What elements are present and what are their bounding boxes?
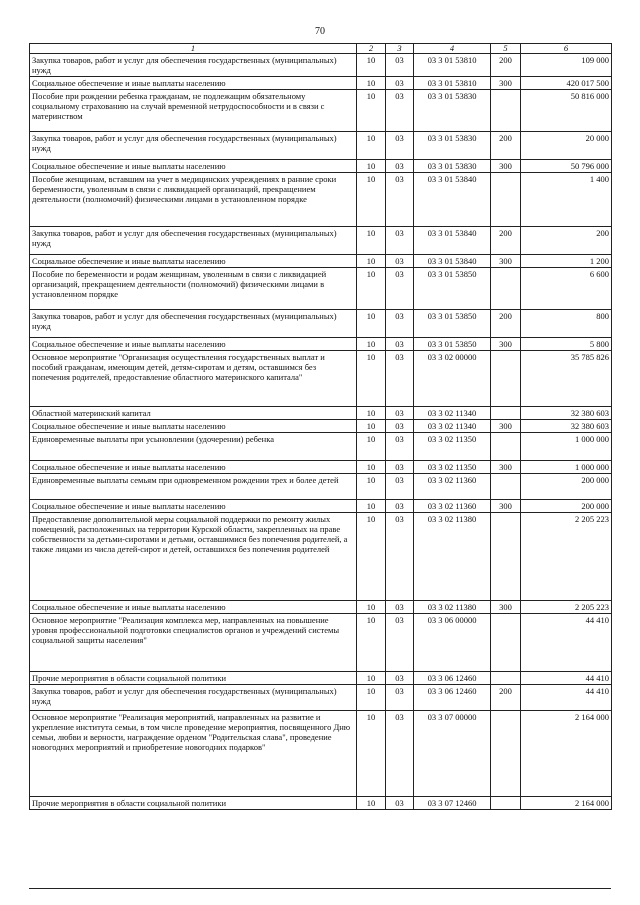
table-row xyxy=(30,255,612,268)
row-subsection: 03 xyxy=(386,420,414,433)
row-amount: 1 000 000 xyxy=(521,461,612,474)
table-row xyxy=(30,672,612,685)
row-target-article: 03 3 02 11360 xyxy=(414,500,491,513)
row-amount: 1 400 xyxy=(521,173,612,227)
row-amount: 2 205 223 xyxy=(521,601,612,614)
row-section: 10 xyxy=(357,54,386,77)
row-section: 10 xyxy=(357,500,386,513)
row-expense-type: 200 xyxy=(491,227,521,255)
row-expense-type xyxy=(491,513,521,601)
row-expense-type xyxy=(491,433,521,461)
row-target-article: 03 3 01 53850 xyxy=(414,268,491,310)
row-expense-type: 300 xyxy=(491,461,521,474)
row-amount: 2 205 223 xyxy=(521,513,612,601)
row-name: Основное мероприятие "Реализация мероприятий, направленных на развитие и укрепление института семьи, в том числе проведение мероприятия, посвященного Дню семьи, любви и верности, награждение орденом "Родительская слава", проведение новогодних мероприятий и приобретение новогодних подарков" xyxy=(30,711,357,797)
row-target-article: 03 3 01 53810 xyxy=(414,77,491,90)
row-amount: 35 785 826 xyxy=(521,351,612,407)
row-amount: 420 017 500 xyxy=(521,77,612,90)
row-expense-type xyxy=(491,407,521,420)
table-row xyxy=(30,461,612,474)
row-name: Основное мероприятие "Реализация комплекса мер, направленных на повышение уровня профессиональной подготовки специалистов органов и учреждений системы социальной защиты населения" xyxy=(30,614,357,672)
row-expense-type xyxy=(491,797,521,810)
row-amount: 50 796 000 xyxy=(521,160,612,173)
table-row xyxy=(30,173,612,227)
row-subsection: 03 xyxy=(386,310,414,338)
table-header-row xyxy=(30,44,612,54)
row-expense-type: 300 xyxy=(491,420,521,433)
row-name: Социальное обеспечение и иные выплаты населению xyxy=(30,601,357,614)
row-name: Социальное обеспечение и иные выплаты населению xyxy=(30,420,357,433)
page-number: 70 xyxy=(315,26,325,37)
table-row xyxy=(30,351,612,407)
row-subsection: 03 xyxy=(386,601,414,614)
row-expense-type xyxy=(491,672,521,685)
row-target-article: 03 3 01 53840 xyxy=(414,227,491,255)
row-name: Закупка товаров, работ и услуг для обеспечения государственных (муниципальных) нужд xyxy=(30,54,357,77)
row-subsection: 03 xyxy=(386,338,414,351)
row-target-article: 03 3 02 11340 xyxy=(414,407,491,420)
row-section: 10 xyxy=(357,268,386,310)
table-row xyxy=(30,90,612,132)
row-expense-type: 300 xyxy=(491,338,521,351)
row-subsection: 03 xyxy=(386,461,414,474)
table-row xyxy=(30,474,612,500)
row-section: 10 xyxy=(357,407,386,420)
row-subsection: 03 xyxy=(386,433,414,461)
row-expense-type xyxy=(491,90,521,132)
row-amount: 32 380 603 xyxy=(521,407,612,420)
row-subsection: 03 xyxy=(386,255,414,268)
row-target-article: 03 3 07 00000 xyxy=(414,711,491,797)
row-section: 10 xyxy=(357,461,386,474)
row-section: 10 xyxy=(357,672,386,685)
column-header: 5 xyxy=(491,44,521,54)
row-section: 10 xyxy=(357,614,386,672)
row-target-article: 03 3 02 11340 xyxy=(414,420,491,433)
table-row xyxy=(30,797,612,810)
row-target-article: 03 3 01 53850 xyxy=(414,338,491,351)
row-target-article: 03 3 01 53830 xyxy=(414,160,491,173)
table-row xyxy=(30,513,612,601)
row-name: Закупка товаров, работ и услуг для обеспечения государственных (муниципальных) нужд xyxy=(30,132,357,160)
row-expense-type xyxy=(491,711,521,797)
row-section: 10 xyxy=(357,310,386,338)
row-name: Закупка товаров, работ и услуг для обеспечения государственных (муниципальных) нужд xyxy=(30,310,357,338)
row-section: 10 xyxy=(357,338,386,351)
row-target-article: 03 3 02 11350 xyxy=(414,461,491,474)
row-amount: 5 800 xyxy=(521,338,612,351)
table-row xyxy=(30,420,612,433)
row-amount: 800 xyxy=(521,310,612,338)
row-section: 10 xyxy=(357,77,386,90)
table-row xyxy=(30,338,612,351)
row-name: Областной материнский капитал xyxy=(30,407,357,420)
row-target-article: 03 3 01 53840 xyxy=(414,173,491,227)
row-subsection: 03 xyxy=(386,614,414,672)
row-subsection: 03 xyxy=(386,513,414,601)
row-target-article: 03 3 02 11360 xyxy=(414,474,491,500)
row-amount: 200 000 xyxy=(521,474,612,500)
row-target-article: 03 3 06 00000 xyxy=(414,614,491,672)
row-name: Пособие при рождении ребенка гражданам, не подлежащим обязательному социальному страхованию на случай временной нетрудоспособности и в связи с материнством xyxy=(30,90,357,132)
row-amount: 1 000 000 xyxy=(521,433,612,461)
row-name: Социальное обеспечение и иные выплаты населению xyxy=(30,461,357,474)
row-amount: 200 000 xyxy=(521,500,612,513)
row-subsection: 03 xyxy=(386,407,414,420)
column-header: 6 xyxy=(521,44,612,54)
row-subsection: 03 xyxy=(386,173,414,227)
row-section: 10 xyxy=(357,160,386,173)
row-amount: 20 000 xyxy=(521,132,612,160)
row-expense-type: 300 xyxy=(491,160,521,173)
row-section: 10 xyxy=(357,474,386,500)
row-subsection: 03 xyxy=(386,500,414,513)
row-amount: 44 410 xyxy=(521,614,612,672)
table-row xyxy=(30,54,612,77)
row-name: Прочие мероприятия в области социальной политики xyxy=(30,797,357,810)
row-name: Пособие женщинам, вставшим на учет в медицинских учреждениях в ранние сроки беременности, уволенным в связи с ликвидацией организаций, прекращением деятельности (полномочий) физическими лицами в установленном порядке xyxy=(30,173,357,227)
row-subsection: 03 xyxy=(386,351,414,407)
row-expense-type: 200 xyxy=(491,685,521,711)
row-section: 10 xyxy=(357,711,386,797)
row-target-article: 03 3 02 11380 xyxy=(414,601,491,614)
row-expense-type: 300 xyxy=(491,255,521,268)
row-target-article: 03 3 07 12460 xyxy=(414,797,491,810)
row-expense-type: 200 xyxy=(491,310,521,338)
row-amount: 44 410 xyxy=(521,672,612,685)
row-section: 10 xyxy=(357,433,386,461)
table-row xyxy=(30,227,612,255)
row-subsection: 03 xyxy=(386,797,414,810)
row-target-article: 03 3 01 53850 xyxy=(414,310,491,338)
row-expense-type xyxy=(491,268,521,310)
row-target-article: 03 3 01 53810 xyxy=(414,54,491,77)
row-section: 10 xyxy=(357,173,386,227)
row-section: 10 xyxy=(357,132,386,160)
row-amount: 200 xyxy=(521,227,612,255)
table-row xyxy=(30,310,612,338)
row-section: 10 xyxy=(357,601,386,614)
row-name: Единовременные выплаты семьям при одновременном рождении трех и более детей xyxy=(30,474,357,500)
row-section: 10 xyxy=(357,513,386,601)
row-name: Прочие мероприятия в области социальной политики xyxy=(30,672,357,685)
row-subsection: 03 xyxy=(386,132,414,160)
row-section: 10 xyxy=(357,90,386,132)
row-name: Социальное обеспечение и иные выплаты населению xyxy=(30,160,357,173)
row-section: 10 xyxy=(357,685,386,711)
row-name: Социальное обеспечение и иные выплаты населению xyxy=(30,77,357,90)
row-amount: 1 200 xyxy=(521,255,612,268)
row-target-article: 03 3 01 53830 xyxy=(414,132,491,160)
row-target-article: 03 3 06 12460 xyxy=(414,685,491,711)
row-subsection: 03 xyxy=(386,268,414,310)
table-row xyxy=(30,711,612,797)
table-row xyxy=(30,160,612,173)
row-expense-type: 200 xyxy=(491,132,521,160)
table-row xyxy=(30,601,612,614)
row-name: Социальное обеспечение и иные выплаты населению xyxy=(30,255,357,268)
row-section: 10 xyxy=(357,420,386,433)
row-name: Единовременные выплаты при усыновлении (удочерении) ребенка xyxy=(30,433,357,461)
row-expense-type xyxy=(491,351,521,407)
row-subsection: 03 xyxy=(386,711,414,797)
row-target-article: 03 3 01 53830 xyxy=(414,90,491,132)
table-row xyxy=(30,500,612,513)
row-name: Социальное обеспечение и иные выплаты населению xyxy=(30,338,357,351)
table-row xyxy=(30,433,612,461)
table-row xyxy=(30,685,612,711)
row-amount: 50 816 000 xyxy=(521,90,612,132)
row-target-article: 03 3 02 00000 xyxy=(414,351,491,407)
row-expense-type: 200 xyxy=(491,54,521,77)
row-target-article: 03 3 02 11380 xyxy=(414,513,491,601)
table-row xyxy=(30,614,612,672)
table-row xyxy=(30,77,612,90)
column-header: 1 xyxy=(30,44,357,54)
column-header: 4 xyxy=(414,44,491,54)
row-section: 10 xyxy=(357,255,386,268)
row-expense-type: 300 xyxy=(491,500,521,513)
row-name: Социальное обеспечение и иные выплаты населению xyxy=(30,500,357,513)
row-subsection: 03 xyxy=(386,672,414,685)
column-header: 3 xyxy=(386,44,414,54)
row-name: Предоставление дополнительной меры социальной поддержки по ремонту жилых помещений, расположенных на территории Курской области, закрепленных на праве собственности за детьми-сиротами и детьми, оставшимися без попечения родителей, а также лицами из числа детей-сирот и детей, оставшихся без попечения родителей xyxy=(30,513,357,601)
row-section: 10 xyxy=(357,797,386,810)
row-amount: 6 600 xyxy=(521,268,612,310)
row-expense-type: 300 xyxy=(491,77,521,90)
row-subsection: 03 xyxy=(386,77,414,90)
table-row xyxy=(30,132,612,160)
bottom-rule xyxy=(29,888,611,889)
row-subsection: 03 xyxy=(386,90,414,132)
budget-table xyxy=(29,43,612,810)
row-name: Закупка товаров, работ и услуг для обеспечения государственных (муниципальных) нужд xyxy=(30,685,357,711)
row-amount: 32 380 603 xyxy=(521,420,612,433)
row-target-article: 03 3 01 53840 xyxy=(414,255,491,268)
row-subsection: 03 xyxy=(386,227,414,255)
row-expense-type xyxy=(491,474,521,500)
row-subsection: 03 xyxy=(386,54,414,77)
row-amount: 44 410 xyxy=(521,685,612,711)
row-subsection: 03 xyxy=(386,474,414,500)
table-row xyxy=(30,268,612,310)
row-subsection: 03 xyxy=(386,685,414,711)
row-subsection: 03 xyxy=(386,160,414,173)
row-amount: 109 000 xyxy=(521,54,612,77)
row-section: 10 xyxy=(357,227,386,255)
row-expense-type xyxy=(491,173,521,227)
row-amount: 2 164 000 xyxy=(521,711,612,797)
row-expense-type: 300 xyxy=(491,601,521,614)
column-header: 2 xyxy=(357,44,386,54)
row-name: Пособие по беременности и родам женщинам, уволенным в связи с ликвидацией организаций, прекращением деятельности (полномочий) физическими лицами в установленном порядке xyxy=(30,268,357,310)
row-section: 10 xyxy=(357,351,386,407)
row-target-article: 03 3 02 11350 xyxy=(414,433,491,461)
row-name: Основное мероприятие "Организация осуществления государственных выплат и пособий гражданам, имеющим детей, детям-сиротам и детям, оставшимся без попечения родителей, предоставление областного материнского капитала" xyxy=(30,351,357,407)
row-target-article: 03 3 06 12460 xyxy=(414,672,491,685)
row-amount: 2 164 000 xyxy=(521,797,612,810)
row-name: Закупка товаров, работ и услуг для обеспечения государственных (муниципальных) нужд xyxy=(30,227,357,255)
row-expense-type xyxy=(491,614,521,672)
table-row xyxy=(30,407,612,420)
